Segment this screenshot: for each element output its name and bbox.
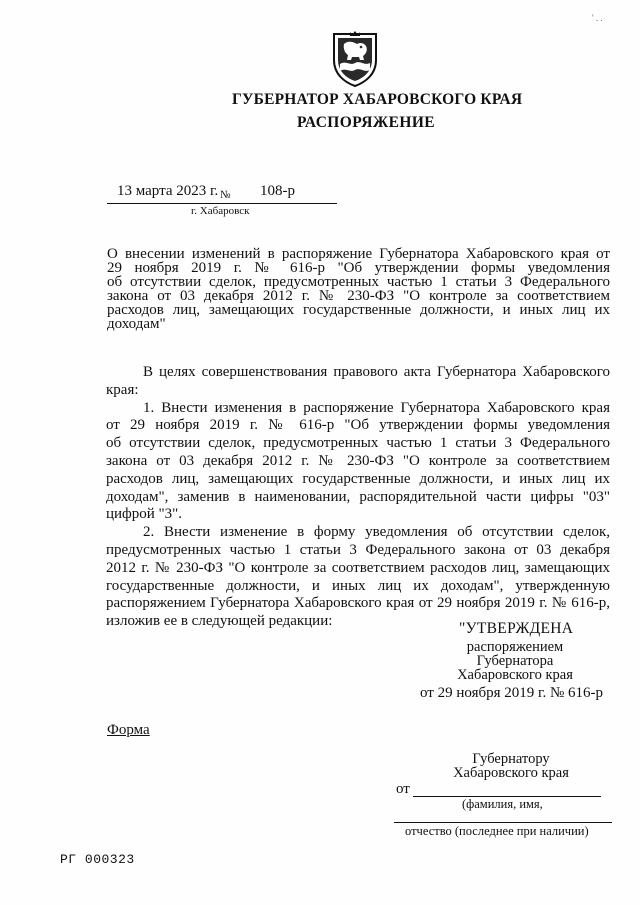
date-number-underline xyxy=(107,203,337,204)
body-line: предусмотренных частью 1 статьи 3 Федерального закона от 03 декабря xyxy=(106,542,610,558)
number-sign: № xyxy=(220,189,231,201)
subject-line: доходам" xyxy=(107,316,166,332)
approval-line: распоряжением xyxy=(466,639,564,655)
body-line: закона от 03 декабря 2012 г. № 230-ФЗ "О контроле за соответствием xyxy=(106,453,610,469)
addressee-line: Губернатору xyxy=(472,751,550,767)
corner-mark: ' . . xyxy=(592,13,603,23)
document-date: 13 марта 2023 г. xyxy=(117,183,219,199)
approval-line: Хабаровского края xyxy=(457,667,573,683)
body-line: расходов лиц, замещающих государственные должности, и иных лиц их xyxy=(106,470,610,487)
approval-date: от 29 ноября 2019 г. № 616-р xyxy=(420,685,604,701)
body-line: доходам", заменив в наименовании, распорядительной части цифры "03" xyxy=(106,488,610,505)
document-place: г. Хабаровск xyxy=(191,205,250,217)
document-number: 108-р xyxy=(260,183,295,199)
from-label: от xyxy=(396,781,410,797)
body-line: об отсутствии сделок, предусмотренных частью 1 статьи 3 Федерального xyxy=(106,435,610,452)
body-line: распоряжением Губернатора Хабаровского края от 29 ноября 2019 г. № 616-р, xyxy=(106,595,610,612)
form-label: Форма xyxy=(107,722,150,738)
sender-patronymic-line xyxy=(394,822,612,823)
body-line: государственные должности, и иных лиц их доходам", утвержденную xyxy=(106,577,610,594)
body-line: края: xyxy=(106,381,139,398)
document-type: РАСПОРЯЖЕНИЕ xyxy=(297,114,436,131)
serial-number: РГ 000323 xyxy=(60,852,135,867)
body-line: изложив ее в следующей редакции: xyxy=(106,613,333,630)
approval-line: Губернатора xyxy=(476,653,554,669)
khabarovsk-coat-of-arms-icon xyxy=(330,30,380,88)
approval-stamp-heading: "УТВЕРЖДЕНА xyxy=(459,620,574,637)
subject-line: об отсутствии сделок, предусмотренных частью 1 статьи 3 Федерального xyxy=(107,274,610,290)
subject-line: расходов лиц, замещающих государственные должности, и иных лиц их xyxy=(107,302,610,318)
subject-line: закона от 03 декабря 2012 г. № 230-ФЗ "О контроле за соответствием xyxy=(107,288,610,304)
sender-name-hint: (фамилия, имя, xyxy=(462,797,543,811)
subject-line: О внесении изменений в распоряжение Губернатора Хабаровского края от xyxy=(107,246,610,262)
body-line: 2012 г. № 230-ФЗ "О контроле за соответствием расходов лиц, замещающих xyxy=(106,559,610,576)
body-line: от 29 ноября 2019 г. № 616-р "Об утверждении формы уведомления xyxy=(106,417,610,434)
sender-patronymic-hint: отчество (последнее при наличии) xyxy=(405,824,589,838)
addressee-line: Хабаровского края xyxy=(453,765,569,781)
issuer-title: ГУБЕРНАТОР ХАБАРОВСКОГО КРАЯ xyxy=(232,91,523,108)
body-line: 1. Внести изменения в распоряжение Губернатора Хабаровского края xyxy=(143,399,610,416)
body-line: цифрой "3". xyxy=(106,506,183,523)
body-line: В целях совершенствования правового акта Губернатора Хабаровского xyxy=(143,364,610,380)
body-line: 2. Внести изменение в форму уведомления об отсутствии сделок, xyxy=(143,524,610,541)
subject-line: 29 ноября 2019 г. № 616-р "Об утверждении формы уведомления xyxy=(107,260,610,276)
